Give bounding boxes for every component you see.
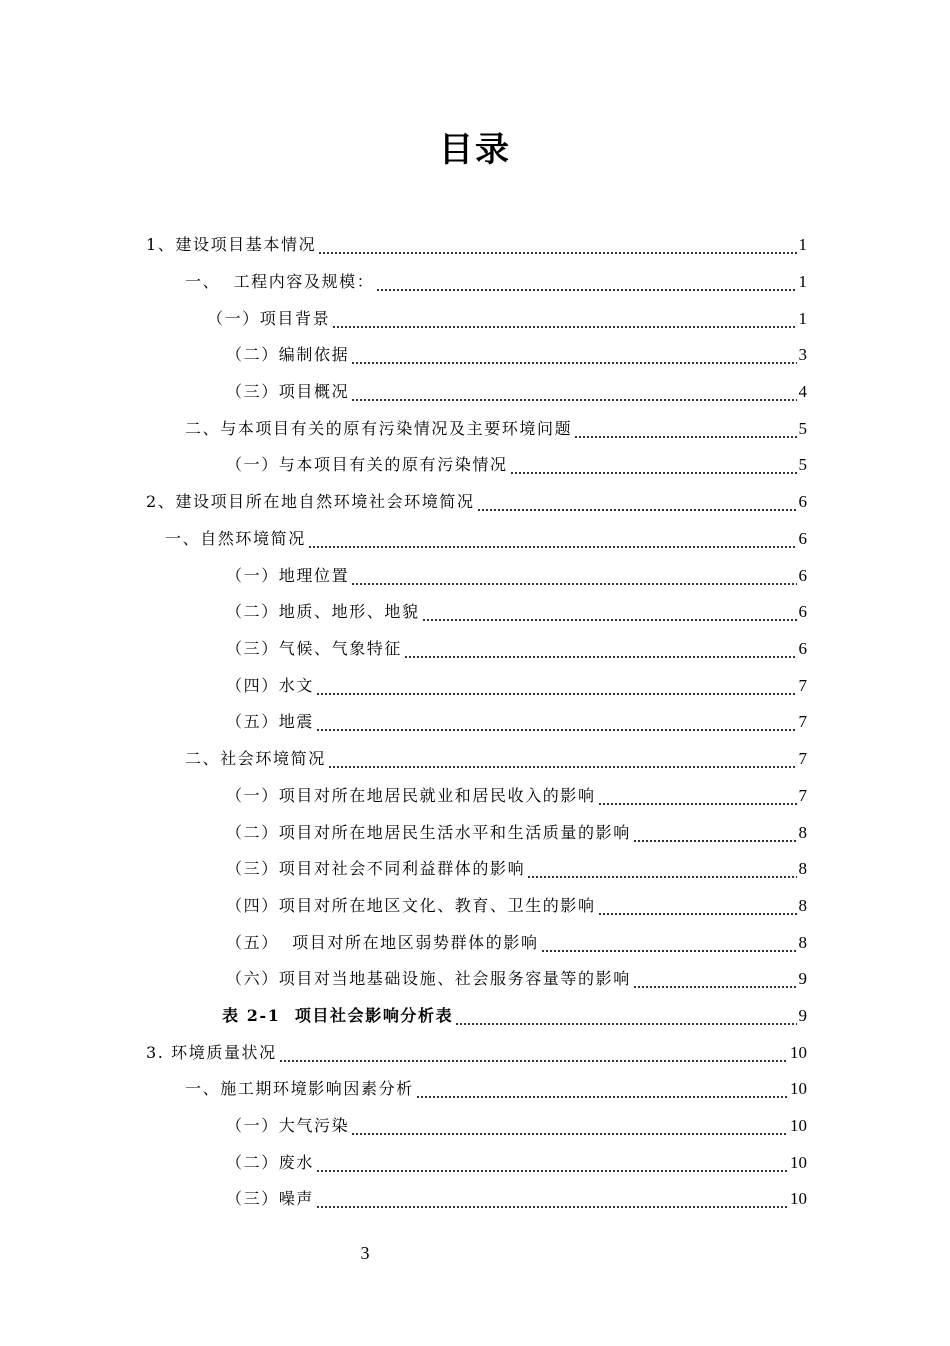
toc-entry[interactable]: [185, 742, 807, 770]
toc-entry-label: （二）地质、地形、地貌: [226, 602, 420, 621]
toc-entry-label: 3. 环境质量状况: [146, 1043, 277, 1062]
toc-entry-page: 7: [798, 749, 807, 768]
toc-entry-label: （六）项目对当地基础设施、社会服务容量等的影响: [226, 969, 631, 988]
toc-entry-page: 5: [798, 455, 807, 474]
toc-entry[interactable]: [146, 485, 807, 513]
toc-entry-page: 1: [798, 272, 807, 291]
toc-entry[interactable]: [185, 1072, 807, 1100]
toc-entry[interactable]: [226, 705, 807, 733]
toc-entry-page: 6: [798, 566, 807, 585]
toc-entry-page: 10: [790, 1043, 807, 1062]
toc-entry[interactable]: [165, 522, 807, 550]
toc-entry-label: 一、自然环境简况: [165, 529, 306, 548]
toc-entry-label: （一）地理位置: [226, 566, 350, 585]
toc-entry-page: 9: [798, 1006, 807, 1025]
toc-dot-leader: [527, 858, 796, 880]
toc-entry[interactable]: [226, 962, 807, 990]
toc-entry-page: 10: [790, 1116, 807, 1135]
toc-entry[interactable]: [226, 852, 807, 880]
toc-dot-leader: [351, 344, 796, 366]
toc-entry-label: 二、与本项目有关的原有污染情况及主要环境问题: [185, 419, 573, 438]
toc-entry-label: 二、社会环境简况: [185, 749, 326, 768]
toc-entry-label: （三）气候、气象特征: [226, 639, 403, 658]
toc-entry[interactable]: [226, 338, 807, 366]
toc-dot-leader: [598, 785, 797, 807]
toc-entry-label: （五） 项目对所在地区弱势群体的影响: [226, 933, 539, 952]
toc-entry-page: 10: [790, 1153, 807, 1172]
toc-entry-label: （一）与本项目有关的原有污染情况: [226, 455, 508, 474]
toc-entry-label: （一）项目对所在地居民就业和居民收入的影响: [226, 786, 596, 805]
toc-entry[interactable]: [226, 375, 807, 403]
toc-entry[interactable]: [226, 669, 807, 697]
toc-entry[interactable]: [226, 926, 807, 954]
toc-entry[interactable]: [226, 889, 807, 917]
toc-entry[interactable]: [226, 559, 807, 587]
toc-entry-page: 1: [798, 235, 807, 254]
toc-dot-leader: [316, 1188, 788, 1210]
toc-entry-label: 一、 工程内容及规模：: [185, 272, 375, 291]
toc-entry-page: 8: [798, 933, 807, 952]
toc-entry[interactable]: [226, 1146, 807, 1174]
toc-dot-leader: [332, 308, 796, 330]
toc-dot-leader: [316, 711, 796, 733]
toc-entry[interactable]: [146, 1036, 807, 1064]
toc-entry-label: 1、建设项目基本情况: [146, 235, 317, 254]
toc-dot-leader: [477, 491, 797, 513]
toc-entry-page: 7: [798, 676, 807, 695]
toc-dot-leader: [328, 748, 797, 770]
toc-entry-page: 6: [798, 602, 807, 621]
toc-dot-leader: [422, 601, 797, 623]
toc-dot-leader: [541, 932, 797, 954]
toc-entry[interactable]: [226, 632, 807, 660]
toc-entry[interactable]: [226, 779, 807, 807]
toc-entry-page: 8: [798, 859, 807, 878]
toc-dot-leader: [351, 565, 796, 587]
toc-entry-label: （二）项目对所在地居民生活水平和生活质量的影响: [226, 823, 631, 842]
toc-entry-label: （三）项目概况: [226, 382, 350, 401]
toc-entry-label: （三）噪声: [226, 1189, 315, 1208]
toc-dot-leader: [316, 1152, 788, 1174]
toc-dot-leader: [316, 675, 796, 697]
toc-entry[interactable]: [226, 816, 807, 844]
toc-entry-page: 8: [798, 823, 807, 842]
toc-entry-page: 3: [798, 345, 807, 364]
toc-entry[interactable]: [226, 1182, 807, 1210]
toc-entry-label: （一）大气污染: [226, 1116, 350, 1135]
toc-entry-page: 7: [798, 786, 807, 805]
page-number: 3: [360, 1243, 370, 1263]
toc-entry-page: 6: [798, 639, 807, 658]
toc-dot-leader: [574, 418, 796, 440]
toc-entry-label: （四）水文: [226, 676, 315, 695]
toc-dot-leader: [633, 822, 797, 844]
toc-dot-leader: [351, 381, 796, 403]
page-title: 目录: [439, 130, 511, 170]
toc-entry-label: 2、建设项目所在地自然环境社会环境简况: [146, 492, 475, 511]
toc-entry[interactable]: [185, 265, 807, 293]
toc-entry[interactable]: [226, 1109, 807, 1137]
toc-entry[interactable]: [226, 595, 807, 623]
toc-entry[interactable]: [222, 999, 807, 1027]
toc-dot-leader: [404, 638, 796, 660]
toc-dot-leader: [308, 528, 797, 550]
toc-entry-page: 5: [798, 419, 807, 438]
toc-dot-leader: [455, 1005, 796, 1027]
toc-dot-leader: [598, 895, 797, 917]
toc-entry-label: （五）地震: [226, 712, 315, 731]
toc-entry-label: （二）编制依据: [226, 345, 350, 364]
toc-entry-page: 6: [798, 492, 807, 511]
toc-entry[interactable]: [185, 412, 807, 440]
toc-entry[interactable]: [207, 302, 807, 330]
toc-entry-label: 一、施工期环境影响因素分析: [185, 1079, 414, 1098]
toc-entry-page: 10: [790, 1079, 807, 1098]
toc-dot-leader: [279, 1042, 788, 1064]
toc-dot-leader: [376, 271, 796, 293]
toc-dot-leader: [318, 234, 796, 256]
toc-entry-page: 9: [798, 969, 807, 988]
toc-entry-page: 4: [798, 382, 807, 401]
toc-entry-label: （一）项目背景: [207, 309, 331, 328]
toc-dot-leader: [351, 1115, 788, 1137]
toc-entry-page: 6: [798, 529, 807, 548]
toc-entry-page: 1: [798, 309, 807, 328]
toc-entry-page: 7: [798, 712, 807, 731]
toc-dot-leader: [510, 454, 797, 476]
toc-entry[interactable]: [226, 448, 807, 476]
toc-entry-label: （三）项目对社会不同利益群体的影响: [226, 859, 526, 878]
toc-dot-leader: [416, 1078, 788, 1100]
toc-entry-page: 10: [790, 1189, 807, 1208]
toc-entry-page: 8: [798, 896, 807, 915]
toc-entry-label: 表 2-1 项目社会影响分析表: [222, 1006, 454, 1025]
toc-entry-label: （四）项目对所在地区文化、教育、卫生的影响: [226, 896, 596, 915]
toc-dot-leader: [633, 968, 797, 990]
toc-entry[interactable]: [146, 228, 807, 256]
toc-entry-label: （二）废水: [226, 1153, 315, 1172]
